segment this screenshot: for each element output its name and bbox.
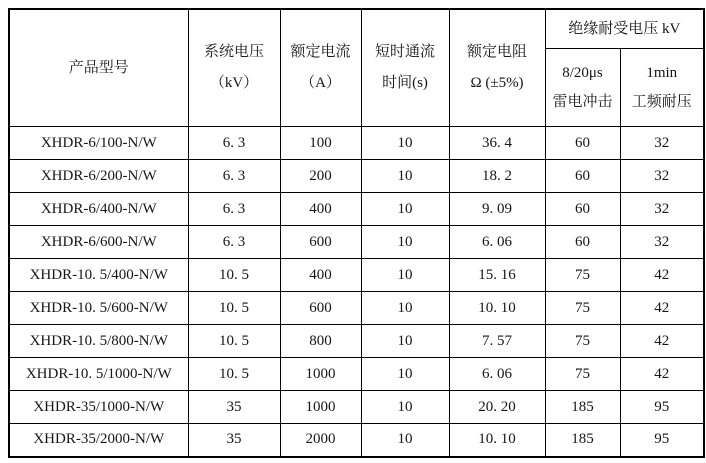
header-rated-current-line2: （A）: [300, 75, 341, 91]
table-cell: 35: [188, 424, 280, 457]
cell-product-model: XHDR-10. 5/600-N/W: [9, 292, 188, 325]
table-cell: 95: [620, 391, 704, 424]
header-system-voltage-line1: 系统电压: [203, 44, 264, 60]
header-rated-resistance: [449, 9, 545, 127]
table-row: [9, 292, 704, 325]
header-rated-current: [280, 9, 361, 127]
table-cell: 32: [620, 160, 704, 193]
table-cell: 10. 5: [188, 259, 280, 292]
header-short-time-line2: 时间(s): [382, 75, 428, 91]
table-cell: 10: [361, 127, 449, 160]
table-cell: 800: [280, 325, 361, 358]
table-cell: 42: [620, 259, 704, 292]
table-cell: 42: [620, 358, 704, 391]
header-row-top: [9, 9, 704, 49]
table-cell: 10: [361, 226, 449, 259]
table-cell: 6. 3: [188, 226, 280, 259]
table-row: [9, 391, 704, 424]
spec-table: [8, 8, 705, 458]
table-cell: 1000: [280, 358, 361, 391]
table-cell: 75: [545, 325, 620, 358]
table-cell: 32: [620, 127, 704, 160]
table-cell: 10: [361, 292, 449, 325]
table-cell: 95: [620, 424, 704, 457]
table-cell: 36. 4: [449, 127, 545, 160]
table-cell: 10: [361, 358, 449, 391]
header-insulation-withstand-label: 绝缘耐受电压 kV: [568, 21, 681, 37]
table-cell: 10. 5: [188, 292, 280, 325]
table-cell: 10. 10: [449, 424, 545, 457]
table-row: [9, 160, 704, 193]
table-cell: 400: [280, 259, 361, 292]
table-cell: 75: [545, 292, 620, 325]
header-short-time-line1: 短时通流: [374, 44, 435, 60]
table-cell: 9. 09: [449, 193, 545, 226]
table-cell: 6. 3: [188, 127, 280, 160]
table-cell: 42: [620, 292, 704, 325]
table-cell: 32: [620, 226, 704, 259]
header-power-frequency-line2: 工频耐压: [631, 93, 692, 110]
header-rated-resistance-line2: Ω (±5%): [470, 75, 524, 91]
header-system-voltage: [188, 9, 280, 127]
table-cell: 20. 20: [449, 391, 545, 424]
table-cell: 42: [620, 325, 704, 358]
table-cell: 100: [280, 127, 361, 160]
table-row: [9, 193, 704, 226]
table-cell: 10. 10: [449, 292, 545, 325]
header-rated-resistance-line1: 额定电阻: [466, 44, 527, 60]
header-power-frequency: [620, 49, 704, 127]
table-cell: 60: [545, 226, 620, 259]
table-cell: 10. 5: [188, 325, 280, 358]
table-cell: 75: [545, 358, 620, 391]
table-row: [9, 127, 704, 160]
header-insulation-withstand: [545, 9, 704, 49]
table-cell: 15. 16: [449, 259, 545, 292]
table-cell: 60: [545, 127, 620, 160]
table-cell: 6. 3: [188, 160, 280, 193]
cell-product-model: XHDR-6/600-N/W: [9, 226, 188, 259]
table-cell: 600: [280, 226, 361, 259]
table-cell: 600: [280, 292, 361, 325]
table-row: [9, 424, 704, 457]
cell-product-model: XHDR-10. 5/1000-N/W: [9, 358, 188, 391]
table-cell: 6. 06: [449, 226, 545, 259]
header-power-frequency-line1: 1min: [646, 64, 678, 81]
table-cell: 32: [620, 193, 704, 226]
table-row: [9, 358, 704, 391]
table-cell: 10: [361, 391, 449, 424]
table-cell: 7. 57: [449, 325, 545, 358]
table-row: [9, 325, 704, 358]
table-cell: 2000: [280, 424, 361, 457]
header-product-model-label: 产品型号: [68, 59, 129, 76]
table-cell: 400: [280, 193, 361, 226]
cell-product-model: XHDR-6/100-N/W: [9, 127, 188, 160]
header-product-model: [9, 9, 188, 127]
header-system-voltage-line2: （kV）: [209, 75, 259, 91]
table-row: [9, 226, 704, 259]
table-cell: 60: [545, 193, 620, 226]
table-cell: 35: [188, 391, 280, 424]
header-lightning-impulse-line1: 8/20μs: [562, 64, 603, 81]
table-cell: 6. 06: [449, 358, 545, 391]
table-cell: 200: [280, 160, 361, 193]
cell-product-model: XHDR-10. 5/400-N/W: [9, 259, 188, 292]
table-cell: 1000: [280, 391, 361, 424]
table-cell: 60: [545, 160, 620, 193]
header-rated-current-line1: 额定电流: [290, 44, 351, 60]
table-cell: 6. 3: [188, 193, 280, 226]
table-body: [9, 127, 704, 457]
table-cell: 10: [361, 259, 449, 292]
cell-product-model: XHDR-6/200-N/W: [9, 160, 188, 193]
table-cell: 185: [545, 424, 620, 457]
cell-product-model: XHDR-10. 5/800-N/W: [9, 325, 188, 358]
table-cell: 185: [545, 391, 620, 424]
header-lightning-impulse-line2: 雷电冲击: [552, 93, 613, 110]
table-row: [9, 259, 704, 292]
table-cell: 10: [361, 160, 449, 193]
table-header: [9, 9, 704, 127]
table-cell: 10: [361, 325, 449, 358]
cell-product-model: XHDR-35/1000-N/W: [9, 391, 188, 424]
header-short-time: [361, 9, 449, 127]
table-cell: 10: [361, 193, 449, 226]
cell-product-model: XHDR-6/400-N/W: [9, 193, 188, 226]
table-cell: 10: [361, 424, 449, 457]
header-lightning-impulse: [545, 49, 620, 127]
cell-product-model: XHDR-35/2000-N/W: [9, 424, 188, 457]
table-cell: 10. 5: [188, 358, 280, 391]
table-cell: 75: [545, 259, 620, 292]
table-cell: 18. 2: [449, 160, 545, 193]
